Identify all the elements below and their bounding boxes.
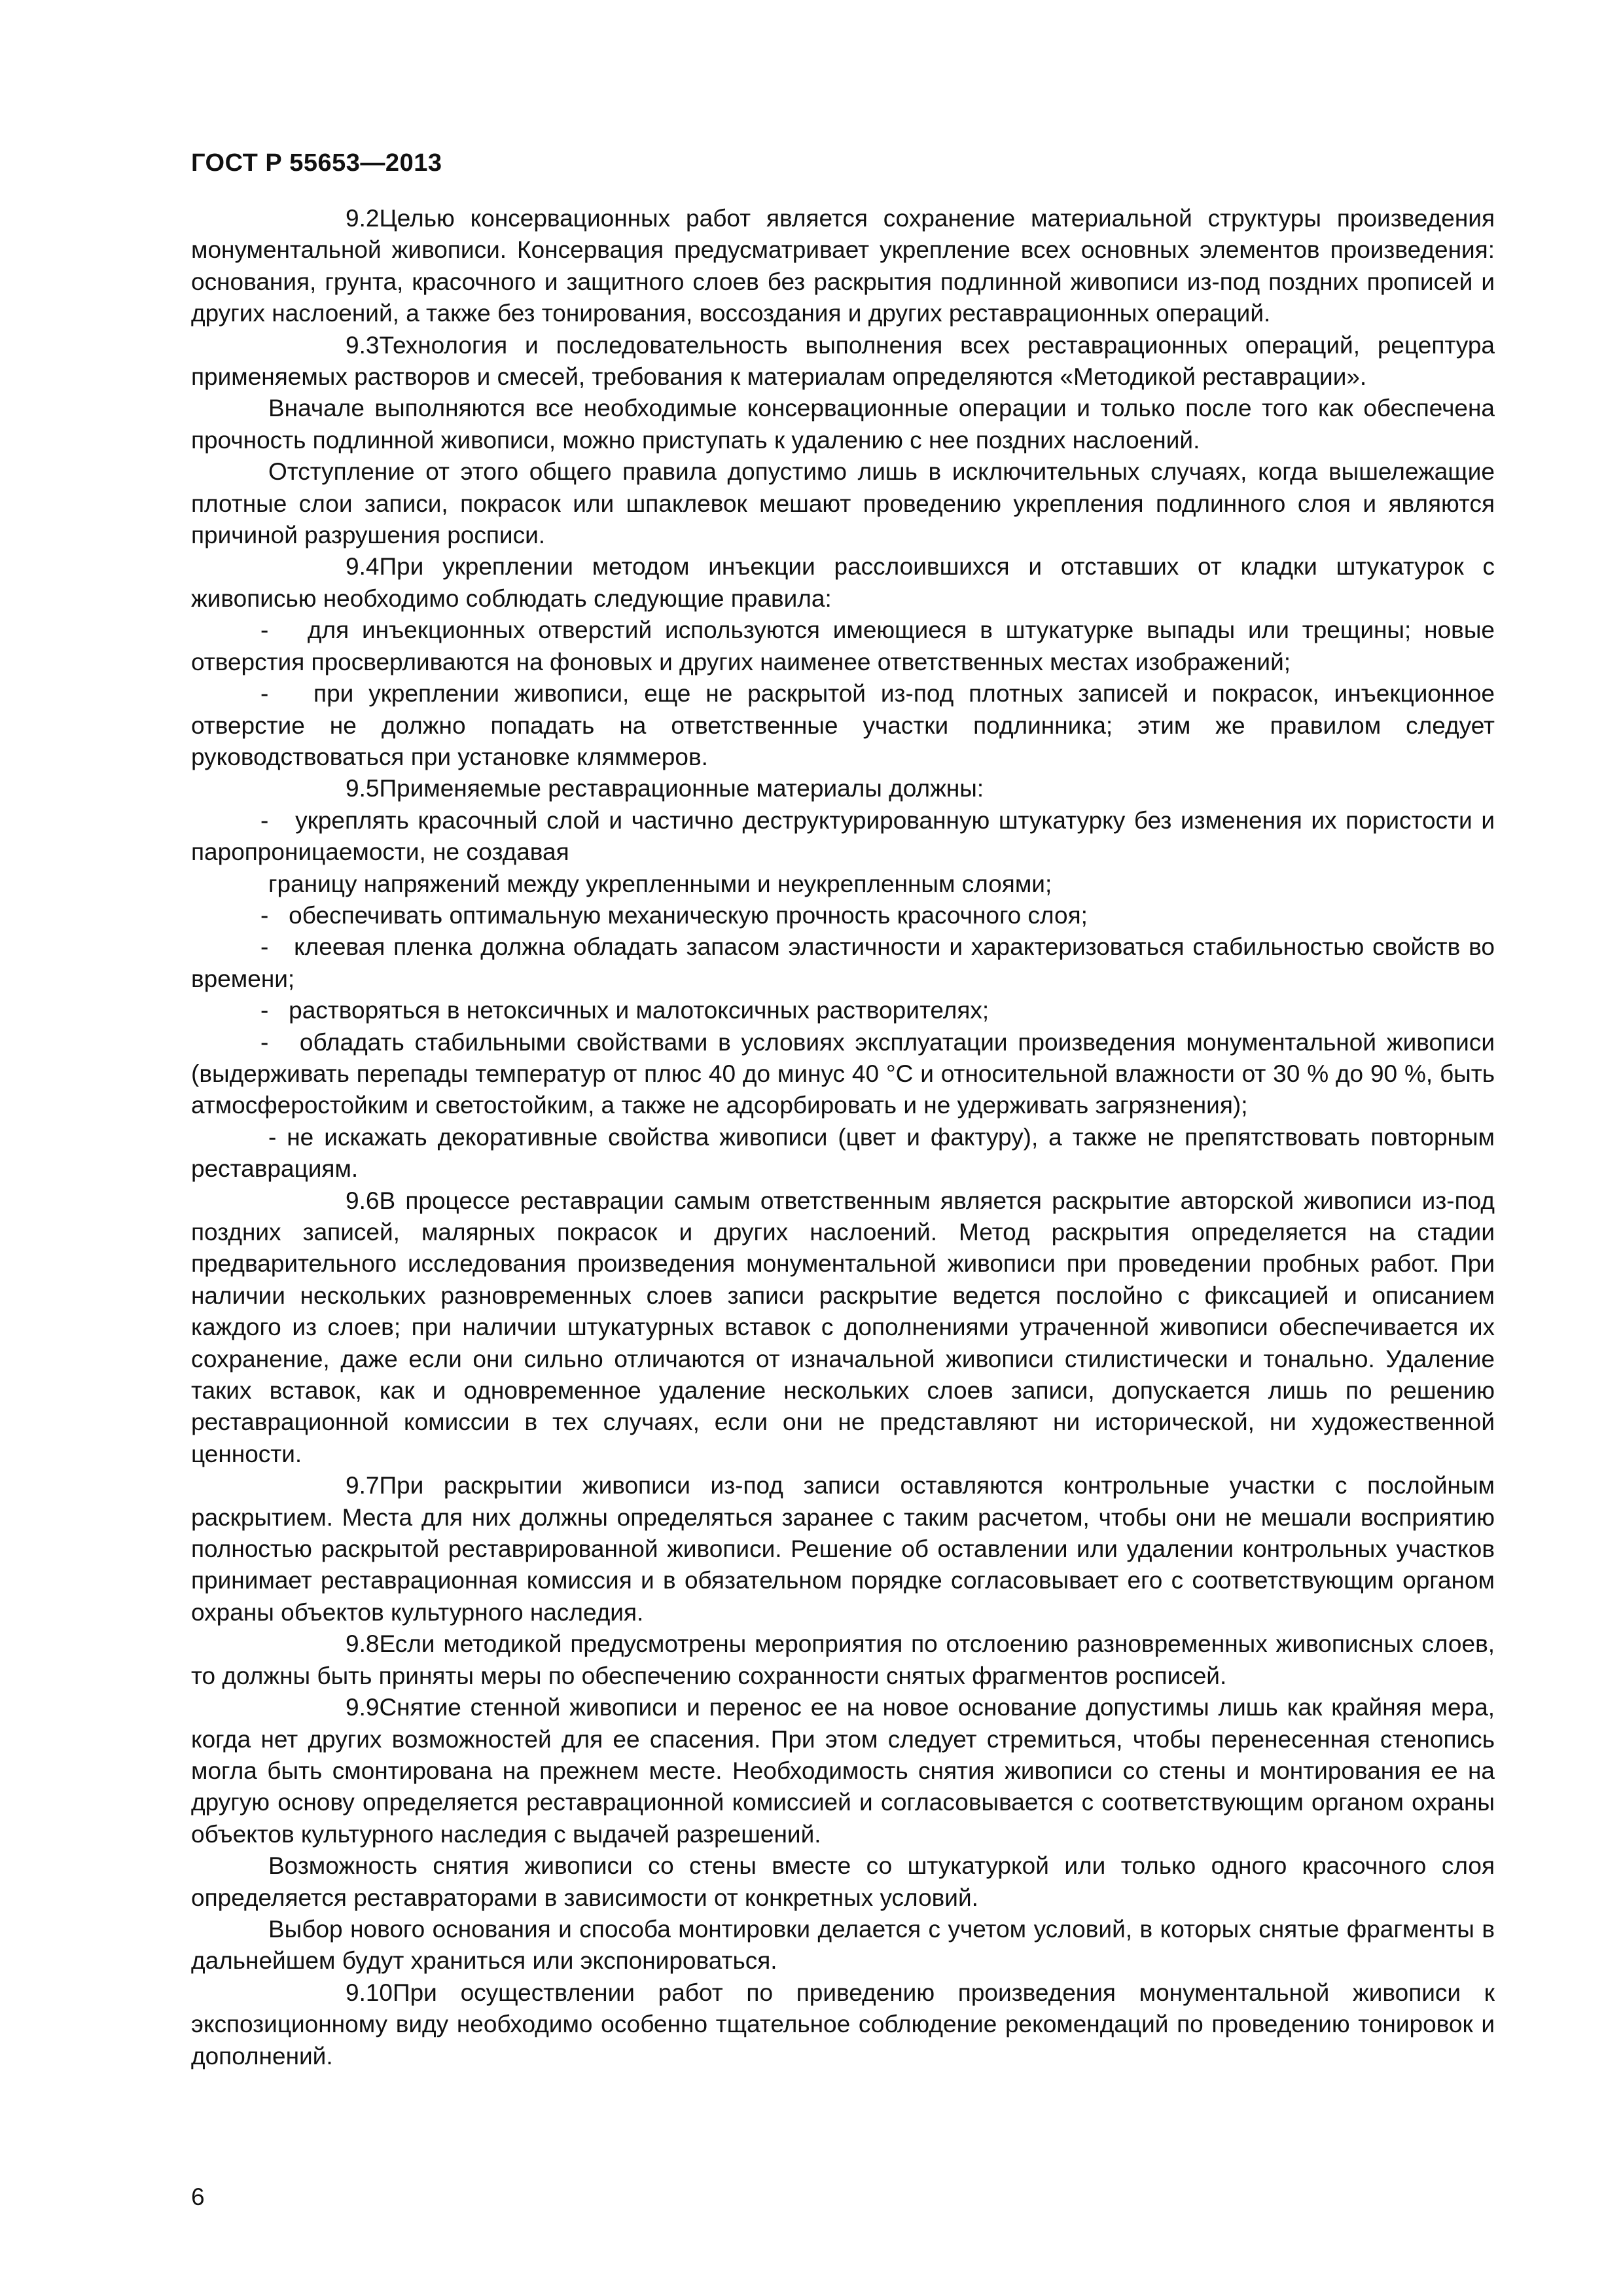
paragraph-text: При укреплении методом инъекции расслоившихся и отставших от кладки штукатурок с живописью необходимо соблюдать следующие правила:	[191, 553, 1495, 612]
list-item-text: обладать стабильными свойствами в условиях эксплуатации произведения монументальной живописи (выдерживать перепады температур от плюс 40 до минус 40 °С и относительной влажности от 30 % до 90 %, быть атмосферостойким и светостойким, а также не адсорбировать и не удерживать загрязнения);	[191, 1028, 1495, 1119]
paragraph-text: Выбор нового основания и способа монтировки делается с учетом условий, в которых снятые фрагменты в дальнейшем будут храниться или экспонироваться.	[191, 1915, 1495, 1975]
paragraph	[191, 1122, 1495, 1185]
paragraph-9-4	[191, 551, 1495, 615]
paragraph	[191, 456, 1495, 551]
paragraph-text: Если методикой предусмотрены мероприятия по отслоению разновременных живописных слоев, то должны быть приняты меры по обеспечению сохранности снятых фрагментов росписей.	[191, 1630, 1495, 1689]
paragraph-number: 9.9	[346, 1694, 380, 1721]
paragraph-text: Применяемые реставрационные материалы должны:	[379, 775, 984, 802]
paragraph-number: 9.3	[346, 331, 380, 359]
list-bullet: -	[260, 997, 269, 1024]
paragraph-text: границу напряжений между укрепленными и неукрепленным слоями;	[268, 870, 1052, 897]
paragraph-text: В процессе реставрации самым ответственным является раскрытие авторской живописи из-под поздних записей, малярных покрасок и других наслоений. Метод раскрытия определяется на стадии предварительного исследования произведения монументальной живописи при проведении пробных работ. При наличии нескольких разновременных слоев записи раскрытие ведется послойно с фиксацией и описанием каждого из слоев; при наличии штукатурных вставок с дополнениями утраченной живописи обеспечивается их сохранение, даже если они сильно отличаются от изначальной живописи стилистически и тонально. Удаление таких вставок, как и одновременное удаление нескольких слоев записи, допускается лишь по решению реставрационной комиссии в тех случаях, если они не представляют ни исторической, ни художественной ценности.	[191, 1187, 1495, 1467]
paragraph-9-6	[191, 1185, 1495, 1471]
list-bullet: -	[260, 617, 269, 644]
paragraph-number: 9.8	[346, 1630, 380, 1658]
paragraph-9-3	[191, 330, 1495, 393]
list-item	[191, 805, 1495, 869]
page-number: 6	[191, 2183, 205, 2210]
list-item	[191, 1027, 1495, 1122]
paragraph	[191, 393, 1495, 456]
list-item-text: растворяться в нетоксичных и малотоксичных растворителях;	[289, 997, 990, 1024]
paragraph-text: Целью консервационных работ является сохранение материальной структуры произведения монументальной живописи. Консервация предусматривает укрепление всех основных элементов произведения: основания, грунта, красочного и защитного слоев без раскрытия подлинной живописи из-под поздних прописей и других наслоений, а также без тонирования, воссоздания и других реставрационных операций.	[191, 205, 1495, 327]
list-item-text: обеспечивать оптимальную механическую прочность красочного слоя;	[289, 901, 1088, 929]
list-item-text: укреплять красочный слой и частично деструктурированную штукатурку без изменения их пористости и паропроницаемости, не создавая	[191, 806, 1495, 866]
paragraph-number: 9.6	[346, 1187, 380, 1214]
paragraph	[191, 1850, 1495, 1914]
list-item-text: при укреплении живописи, еще не раскрытой из-под плотных записей и покрасок, инъекционное отверстие не должно попадать на ответственные участки подлинника; этим же правилом следует руководствоваться при установке кляммеров.	[191, 680, 1495, 770]
list-bullet: -	[260, 933, 269, 961]
document-body	[191, 203, 1495, 2072]
paragraph	[191, 1914, 1495, 1977]
list-bullet: -	[260, 901, 269, 929]
paragraph-9-2	[191, 203, 1495, 330]
paragraph-9-8	[191, 1628, 1495, 1692]
paragraph-text: При раскрытии живописи из-под записи оставляются контрольные участки с послойным раскрытием. Места для них должны определяться заранее с таким расчетом, чтобы они не мешали восприятию полностью раскрытой реставрированной живописи. Решение об оставлении или удалении контрольных участков принимает реставрационная комиссия и в обязательном порядке согласовывает его с соответствующим органом охраны объектов культурного наследия.	[191, 1472, 1495, 1626]
paragraph-9-5	[191, 773, 1495, 804]
paragraph-9-10	[191, 1977, 1495, 2072]
list-bullet: -	[260, 806, 269, 834]
list-item	[191, 995, 1495, 1026]
paragraph-number: 9.7	[346, 1472, 380, 1499]
paragraph-number: 9.4	[346, 553, 380, 581]
list-bullet: -	[260, 680, 269, 708]
paragraph-text: Технология и последовательность выполнения всех реставрационных операций, рецептура применяемых растворов и смесей, требования к материалам определяются «Методикой реставрации».	[191, 331, 1495, 391]
list-item	[191, 931, 1495, 995]
list-bullet: -	[260, 1028, 269, 1056]
paragraph	[191, 869, 1495, 900]
list-item-text: клеевая пленка должна обладать запасом эластичности и характеризоваться стабильностью свойств во времени;	[191, 933, 1495, 992]
paragraph-number: 9.2	[346, 205, 380, 232]
paragraph-text: Снятие стенной живописи и перенос ее на новое основание допустимы лишь как крайняя мера, когда нет других возможностей для ее спасения. При этом следует стремиться, чтобы перенесенная стенопись могла быть смонтирована на прежнем месте. Необходимость снятия живописи со стены и монтирования ее на другую основу определяется реставрационной комиссией и согласовывается с соответствующим органом охраны объектов культурного наследия с выдачей разрешений.	[191, 1694, 1495, 1848]
list-item-text: для инъекционных отверстий используются имеющиеся в штукатурке выпады или трещины; новые отверстия просверливаются на фоновых и других наименее ответственных местах изображений;	[191, 617, 1495, 675]
paragraph-text: Отступление от этого общего правила допустимо лишь в исключительных случаях, когда вышележащие плотные слои записи, покрасок или шпаклевок мешают проведению укрепления подлинного слоя и являются причиной разрушения росписи.	[191, 458, 1495, 549]
paragraph-9-9	[191, 1692, 1495, 1850]
paragraph-number: 9.5	[346, 775, 380, 802]
paragraph-text: Возможность снятия живописи со стены вместе со штукатуркой или только одного красочного слоя определяется реставраторами в зависимости от конкретных условий.	[191, 1852, 1495, 1911]
document-header: ГОСТ Р 55653—2013	[191, 149, 442, 177]
paragraph-text: Вначале выполняются все необходимые консервационные операции и только после того как обеспечена прочность подлинной живописи, можно приступать к удалению с нее поздних наслоений.	[191, 395, 1495, 454]
list-item	[191, 615, 1495, 678]
paragraph-number: 9.10	[346, 1979, 393, 2006]
paragraph-text: - не искажать декоративные свойства живописи (цвет и фактуру), а также не препятствовать повторным реставрациям.	[191, 1123, 1495, 1183]
list-item	[191, 678, 1495, 773]
list-item	[191, 900, 1495, 931]
paragraph-9-7	[191, 1470, 1495, 1628]
paragraph-text: При осуществлении работ по приведению произведения монументальной живописи к экспозиционному виду необходимо особенно тщательное соблюдение рекомендаций по проведению тонировок и дополнений.	[191, 1979, 1495, 2070]
